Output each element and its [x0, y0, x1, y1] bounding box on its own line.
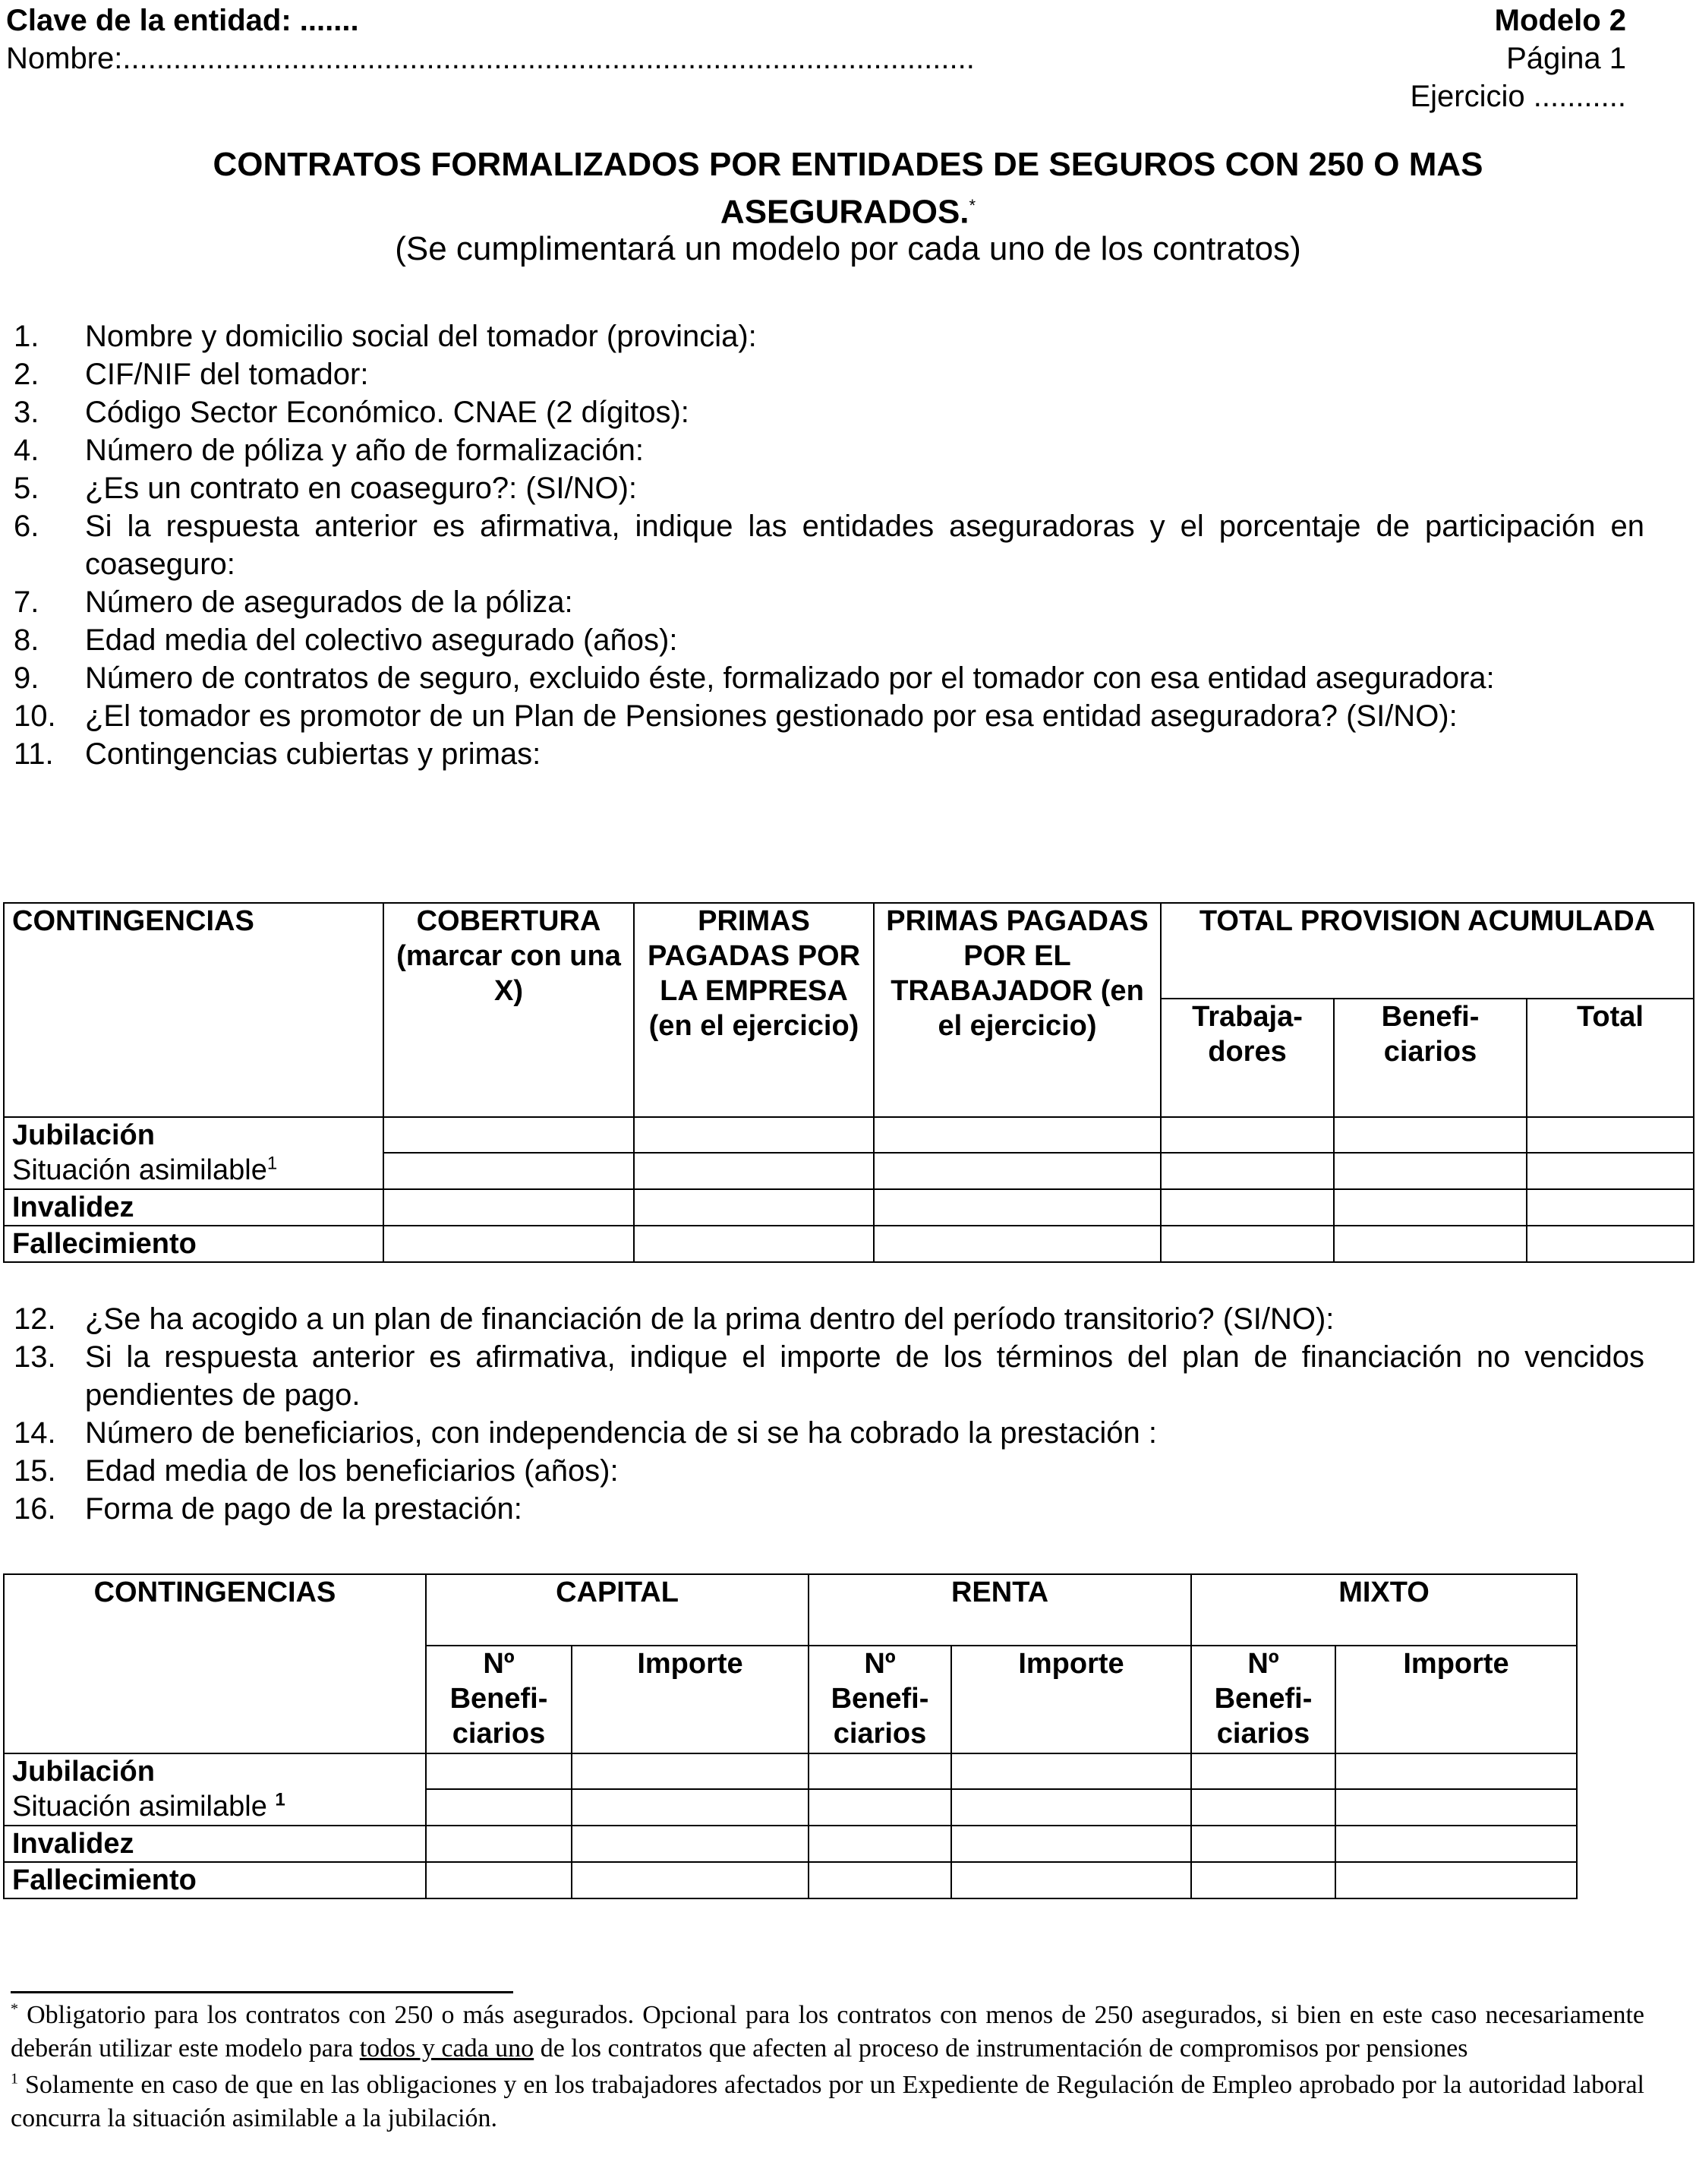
table-cell[interactable] — [874, 1226, 1161, 1262]
question-number: 13. — [14, 1340, 56, 1374]
question-number: 6. — [14, 510, 39, 543]
t2-header-mixto-num-benef: Nº Benefi-ciarios — [1191, 1646, 1335, 1753]
question-number: 10. — [14, 699, 56, 733]
table-row — [4, 1826, 1577, 1862]
t1-header-total: Total — [1527, 999, 1694, 1117]
table-cell[interactable] — [383, 1189, 634, 1226]
t2-header-contingencias: CONTINGENCIAS — [4, 1574, 426, 1753]
table-cell[interactable] — [951, 1789, 1191, 1826]
question-item — [14, 1338, 1644, 1414]
t1-header-primas-trabajador: PRIMAS PAGADAS POR EL TRABAJADOR (en el ejercicio) — [874, 903, 1161, 1117]
t2-row-situacion: Situación asimilable $^1$ — [4, 1789, 426, 1826]
table-cell[interactable] — [809, 1753, 951, 1789]
question-text: Contingencias cubiertas y primas: — [85, 737, 541, 771]
question-item — [14, 1452, 1644, 1490]
question-item — [14, 659, 1644, 697]
contingencias-primas-table — [3, 902, 1694, 1263]
footnote-asterisk: * Obligatorio para los contratos con 250 o más asegurados. Opcional para los contratos con menos de 250 asegurados, si bien en este caso necesariamente deberán utilizar este modelo para todos y cada uno de los contratos que afecten al proceso de instrumentación de compromisos por pensiones — [11, 2000, 1645, 2062]
table-cell[interactable] — [426, 1753, 572, 1789]
t1-row-jubilacion: Jubilación — [4, 1117, 383, 1153]
table-cell[interactable] — [809, 1862, 951, 1898]
modelo-label: Modelo 2 — [1494, 4, 1626, 37]
question-text: Código Sector Económico. CNAE (2 dígitos): — [85, 396, 689, 429]
t2-row-fallecimiento: Fallecimiento — [4, 1862, 426, 1898]
table-cell[interactable] — [1161, 1153, 1334, 1189]
table-cell[interactable] — [383, 1226, 634, 1262]
table-cell[interactable] — [572, 1826, 809, 1862]
table-cell[interactable] — [634, 1189, 874, 1226]
question-text: Número de póliza y año de formalización: — [85, 434, 644, 467]
question-item — [14, 1414, 1644, 1452]
clave-entidad: Clave de la entidad: ....... — [6, 4, 359, 37]
table-cell[interactable] — [1161, 1117, 1334, 1153]
footnotes — [11, 1999, 1644, 2135]
question-item — [14, 317, 1644, 355]
question-number: 12. — [14, 1302, 56, 1336]
question-number: 5. — [14, 472, 39, 505]
question-item — [14, 735, 1644, 773]
table-cell[interactable] — [1334, 1117, 1527, 1153]
t1-header-contingencias: CONTINGENCIAS — [4, 903, 383, 1117]
table-cell[interactable] — [1191, 1826, 1335, 1862]
title-footnote-mark: * — [969, 196, 976, 215]
question-item — [14, 697, 1644, 735]
table-cell[interactable] — [1161, 1226, 1334, 1262]
question-item — [14, 431, 1644, 469]
t2-header-capital-num-benef: Nº Benefi-ciarios — [426, 1646, 572, 1753]
t2-header-capital: CAPITAL — [426, 1574, 809, 1646]
page-title — [0, 144, 1696, 233]
forma-pago-table — [3, 1573, 1578, 1899]
table-cell[interactable] — [1335, 1753, 1577, 1789]
t2-header-capital-importe: Importe — [572, 1646, 809, 1753]
table-cell[interactable] — [1334, 1153, 1527, 1189]
t2-header-renta: RENTA — [809, 1574, 1191, 1646]
table-cell[interactable] — [1527, 1226, 1694, 1262]
table-cell[interactable] — [572, 1789, 809, 1826]
question-number: 4. — [14, 434, 39, 467]
table-cell[interactable] — [383, 1153, 634, 1189]
t1-header-cobertura: COBERTURA (marcar con una X) — [383, 903, 634, 1117]
question-text: Número de contratos de seguro, excluido éste, formalizado por el tomador con esa entidad aseguradora: — [85, 661, 1495, 695]
table-cell[interactable] — [1191, 1789, 1335, 1826]
question-list-1 — [14, 317, 1644, 773]
t2-header-mixto: MIXTO — [1191, 1574, 1577, 1646]
question-text: ¿Se ha acogido a un plan de financiación de la prima dentro del período transitorio? (SI/NO): — [85, 1302, 1335, 1336]
table-row — [4, 1153, 1694, 1189]
question-list-2 — [14, 1300, 1644, 1528]
question-number: 3. — [14, 396, 39, 429]
footnote-rule — [11, 1991, 513, 1993]
table-row — [4, 1117, 1694, 1153]
table-cell[interactable] — [426, 1862, 572, 1898]
question-text: Forma de pago de la prestación: — [85, 1492, 522, 1526]
table-cell[interactable] — [1335, 1789, 1577, 1826]
table-cell[interactable] — [1527, 1153, 1694, 1189]
question-text: Si la respuesta anterior es afirmativa, indique el importe de los términos del plan de financiación no vencidos pendientes de pago. — [85, 1340, 1644, 1412]
nombre-line: Nombre:..................................................................................................... — [6, 42, 975, 75]
question-text: Edad media del colectivo asegurado (años): — [85, 623, 678, 657]
question-text: Si la respuesta anterior es afirmativa, indique las entidades aseguradoras y el porcentaje de participación en coaseguro: — [85, 510, 1644, 581]
question-text: ¿El tomador es promotor de un Plan de Pensiones gestionado por esa entidad aseguradora? (SI/NO): — [85, 699, 1458, 733]
table-cell[interactable] — [1334, 1226, 1527, 1262]
table-cell[interactable] — [1161, 1189, 1334, 1226]
question-text: Edad media de los beneficiarios (años): — [85, 1454, 619, 1488]
table-cell[interactable] — [634, 1117, 874, 1153]
question-number: 8. — [14, 623, 39, 657]
table-row — [4, 1753, 1577, 1789]
t1-row-invalidez: Invalidez — [4, 1189, 383, 1226]
question-number: 11. — [14, 737, 54, 771]
question-item — [14, 469, 1644, 507]
question-number: 1. — [14, 320, 39, 353]
question-number: 16. — [14, 1492, 56, 1526]
table-cell[interactable] — [426, 1826, 572, 1862]
t2-header-renta-importe: Importe — [951, 1646, 1191, 1753]
t2-row-jubilacion: Jubilación — [4, 1753, 426, 1789]
question-number: 15. — [14, 1454, 56, 1488]
title-line-1: CONTRATOS FORMALIZADOS POR ENTIDADES DE SEGUROS CON 250 O MAS — [213, 146, 1483, 183]
table-cell[interactable] — [572, 1862, 809, 1898]
question-number: 14. — [14, 1416, 56, 1450]
question-item — [14, 355, 1644, 393]
table-cell[interactable] — [1527, 1189, 1694, 1226]
table-row — [4, 1789, 1577, 1826]
page-subtitle: (Se cumplimentará un modelo por cada uno de los contratos) — [395, 230, 1301, 267]
table-cell[interactable] — [1527, 1117, 1694, 1153]
question-item — [14, 507, 1644, 583]
question-item — [14, 1490, 1644, 1528]
question-item — [14, 583, 1644, 621]
table-cell[interactable] — [1334, 1189, 1527, 1226]
pagina-label: Página 1 — [1506, 42, 1626, 75]
t1-header-trabajadores: Trabaja-dores — [1161, 999, 1334, 1117]
table-cell[interactable] — [809, 1789, 951, 1826]
table-cell[interactable] — [1335, 1826, 1577, 1862]
question-number: 7. — [14, 585, 39, 619]
question-text: Número de asegurados de la póliza: — [85, 585, 573, 619]
t1-header-primas-empresa: PRIMAS PAGADAS POR LA EMPRESA (en el ejercicio) — [634, 903, 874, 1117]
question-item — [14, 1300, 1644, 1338]
header-left — [6, 2, 975, 77]
table-cell[interactable] — [634, 1153, 874, 1189]
table-cell[interactable] — [1191, 1753, 1335, 1789]
ejercicio-line: Ejercicio ........... — [1410, 80, 1626, 113]
table-row — [4, 1862, 1577, 1898]
t1-row-fallecimiento: Fallecimiento — [4, 1226, 383, 1262]
t2-header-mixto-importe: Importe — [1335, 1646, 1577, 1753]
title-line-2: ASEGURADOS.* — [720, 193, 976, 231]
table-cell[interactable] — [874, 1153, 1161, 1189]
question-text: ¿Es un contrato en coaseguro?: (SI/NO): — [85, 472, 638, 505]
question-number: 2. — [14, 358, 39, 391]
footnote-1: $^1$ Solamente en caso de que en las obligaciones y en los trabajadores afectados por un Expediente de Regulación de Empleo aprobado por la autoridad laboral concurra la situación asimilable a la jubilación. — [11, 2070, 1644, 2132]
table-cell[interactable] — [572, 1753, 809, 1789]
table-cell[interactable] — [383, 1117, 634, 1153]
header-right — [1410, 2, 1626, 115]
table-cell[interactable] — [951, 1753, 1191, 1789]
table-cell[interactable] — [1191, 1862, 1335, 1898]
t2-row-invalidez: Invalidez — [4, 1826, 426, 1862]
question-text: Número de beneficiarios, con independencia de si se ha cobrado la prestación : — [85, 1416, 1157, 1450]
question-item — [14, 621, 1644, 659]
table-cell[interactable] — [426, 1789, 572, 1826]
table-cell[interactable] — [874, 1189, 1161, 1226]
table-cell[interactable] — [874, 1117, 1161, 1153]
question-number: 9. — [14, 661, 39, 695]
question-item — [14, 393, 1644, 431]
t2-header-renta-num-benef: Nº Benefi-ciarios — [809, 1646, 951, 1753]
t1-row-situacion: Situación asimilable$^1$ — [4, 1153, 383, 1189]
question-text: CIF/NIF del tomador: — [85, 358, 369, 391]
table-row — [4, 1189, 1694, 1226]
table-cell[interactable] — [809, 1826, 951, 1862]
table-row — [4, 1226, 1694, 1262]
t1-header-beneficiarios: Benefi-ciarios — [1334, 999, 1527, 1117]
question-text: Nombre y domicilio social del tomador (provincia): — [85, 320, 757, 353]
t1-header-total-provision: TOTAL PROVISION ACUMULADA — [1161, 903, 1694, 999]
table-cell[interactable] — [1335, 1862, 1577, 1898]
table-cell[interactable] — [951, 1862, 1191, 1898]
table-cell[interactable] — [951, 1826, 1191, 1862]
table-cell[interactable] — [634, 1226, 874, 1262]
